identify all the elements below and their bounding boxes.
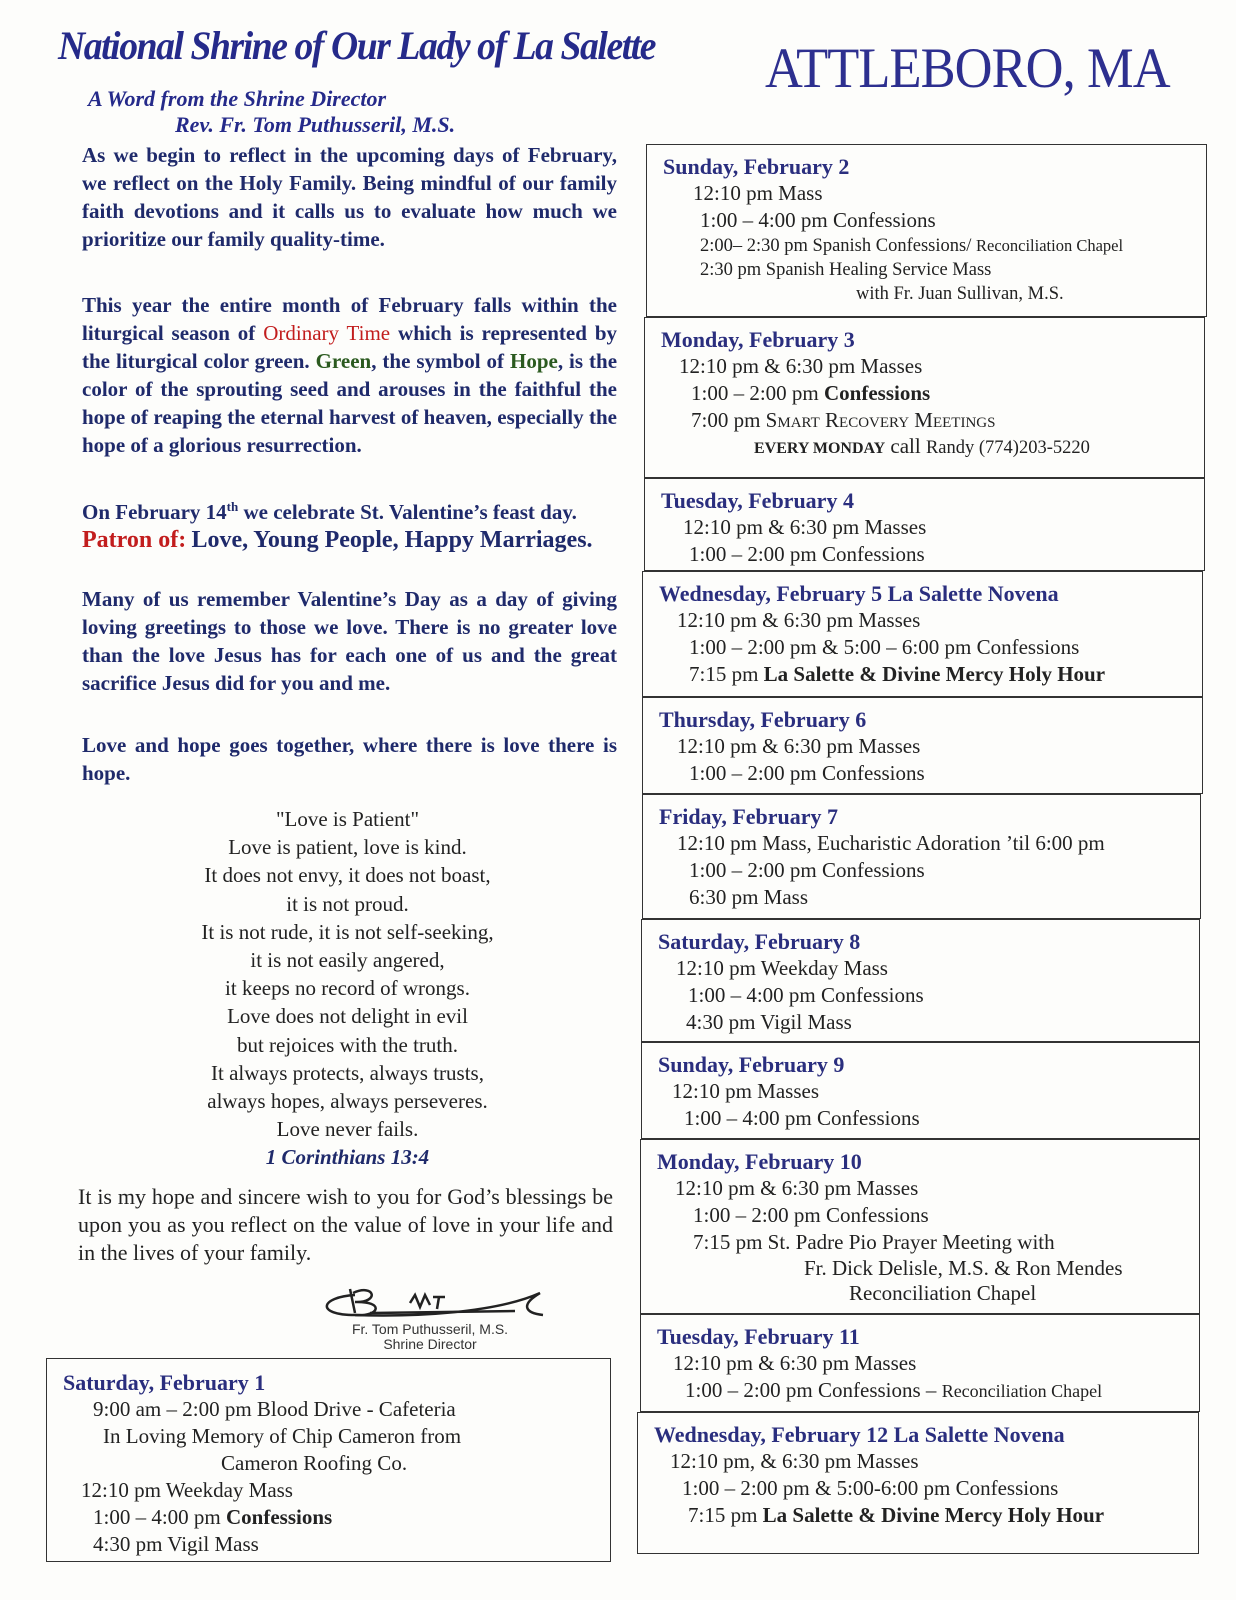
schedule-box-feb-12: Wednesday, February 12 La Salette Novena 12:10 pm, & 6:30 pm Masses 1:00 – 2:00 pm & 5:00-6:00 pm Confessions 7:15 pm La Salette & Divine Mercy Holy Hour (637, 1412, 1199, 1554)
schedule-box-feb-3: Monday, February 3 12:10 pm & 6:30 pm Masses 1:00 – 2:00 pm Confessions 7:00 pm Smart Recovery Meetings EVERY MONDAY call Randy (774)203-5220 (644, 317, 1205, 478)
patron-label: Patron of: (82, 527, 187, 553)
schedule-box-feb-4: Tuesday, February 4 12:10 pm & 6:30 pm Masses 1:00 – 2:00 pm Confessions (644, 478, 1205, 571)
day-heading: Monday, February 10 (657, 1149, 862, 1174)
day-heading: Thursday, February 6 (659, 707, 867, 732)
paragraph-5: Love and hope goes together, where there is love there is hope. (82, 733, 617, 785)
schedule-box-feb-1: Saturday, February 1 9:00 am – 2:00 pm Blood Drive - Cafeteria In Loving Memory of Chip Cameron from Cameron Roofing Co. 12:10 pm Weekday Mass 1:00 – 4:00 pm Confessions 4:30 pm Vigil Mass (46, 1358, 611, 1562)
schedule-box-feb-6: Thursday, February 6 12:10 pm & 6:30 pm Masses 1:00 – 2:00 pm Confessions (642, 697, 1203, 794)
closing-paragraph: It is my hope and sincere wish to you for God’s blessings be upon you as you reflect on the value of love in your life and in the lives of your family. (78, 1184, 613, 1265)
day-heading: Sunday, February 2 (663, 154, 850, 179)
schedule-box-feb-9: Sunday, February 9 12:10 pm Masses 1:00 – 4:00 pm Confessions (641, 1042, 1200, 1139)
day-heading: Wednesday, February 5 La Salette Novena (659, 581, 1059, 606)
schedule-box-feb-8: Saturday, February 8 12:10 pm Weekday Mass 1:00 – 4:00 pm Confessions 4:30 pm Vigil Mass (641, 919, 1200, 1042)
day-heading: Tuesday, February 4 (661, 488, 854, 513)
schedule-box-feb-10: Monday, February 10 12:10 pm & 6:30 pm Masses 1:00 – 2:00 pm Confessions 7:15 pm St. Padre Pio Prayer Meeting with Fr. Dick Delisle, M.S. & Ron Mendes Reconciliation Chapel (640, 1139, 1200, 1314)
director-name: Rev. Fr. Tom Puthusseril, M.S. (175, 112, 456, 137)
schedule-box-feb-2: Sunday, February 2 12:10 pm Mass 1:00 – 4:00 pm Confessions 2:00– 2:30 pm Spanish Confessions/ Reconciliation Chapel 2:30 pm Spanish Healing Service Mass with Fr. Juan Sullivan, M.S. (646, 144, 1207, 317)
city-heading: ATTLEBORO, MA (765, 37, 1170, 100)
day-heading: Sunday, February 9 (658, 1052, 845, 1077)
paragraph-1: As we begin to reflect in the upcoming days of February, we reflect on the Holy Family. Being mindful of our family faith devotions and it calls us to evaluate how much we prioritize our family quality-time. (82, 143, 617, 251)
day-heading: Saturday, February 8 (658, 929, 861, 954)
paragraph-3: On February 14th we celebrate St. Valentine’s feast day. Patron of: Love, Young People, Happy Marriages. (82, 499, 593, 553)
paragraph-2: This year the entire month of February falls within the liturgical season of Ordinary Time which is represented by the liturgical color green. Green, the symbol of Hope, is the color of the sprouting seed and arouses in the faithful the hope of reaping the eternal harvest of heaven, especially the hope of a glorious resurrection. (82, 293, 618, 457)
schedule-box-feb-7: Friday, February 7 12:10 pm Mass, Eucharistic Adoration ’til 6:00 pm 1:00 – 2:00 pm Confessions 6:30 pm Mass (642, 794, 1201, 919)
page-title: National Shrine of Our Lady of La Salette (58, 23, 656, 68)
poem: "Love is Patient" Love is patient, love is kind. It does not envy, it does not boast, it is not proud. It is not rude, it is not self-seeking, it is not easily angered, it keeps no record of wrongs. Love does not delight in evil but rejoices with the truth. It always protects, always trusts, always hopes, always perseveres. Love never fails. 1 Corinthians 13:4 (80, 805, 615, 1172)
signature-image (315, 1275, 555, 1325)
day-heading: Tuesday, February 11 (657, 1324, 860, 1349)
poem-citation: 1 Corinthians 13:4 (265, 1145, 430, 1170)
day-heading: Saturday, February 1 (63, 1370, 266, 1395)
paragraph-4: Many of us remember Valentine’s Day as a day of giving loving greetings to those we love. There is no greater love than the love Jesus has for each one of us and the great sacrifice Jesus did for you and me. (82, 587, 617, 695)
signature-caption: Fr. Tom Puthusseril, M.S. Shrine Director (351, 1321, 509, 1352)
day-heading: Wednesday, February 12 La Salette Novena (654, 1422, 1065, 1447)
day-heading: Monday, February 3 (661, 327, 855, 352)
schedule-box-feb-5: Wednesday, February 5 La Salette Novena 12:10 pm & 6:30 pm Masses 1:00 – 2:00 pm & 5:00 – 6:00 pm Confessions 7:15 pm La Salette & Divine Mercy Holy Hour (642, 571, 1203, 697)
ordinary-time-text: Ordinary Time (263, 321, 391, 345)
schedule-box-feb-11: Tuesday, February 11 12:10 pm & 6:30 pm Masses 1:00 – 2:00 pm Confessions – Reconciliation Chapel (640, 1314, 1200, 1412)
day-heading: Friday, February 7 (659, 804, 839, 829)
subtitle: A Word from the Shrine Director (88, 86, 387, 111)
